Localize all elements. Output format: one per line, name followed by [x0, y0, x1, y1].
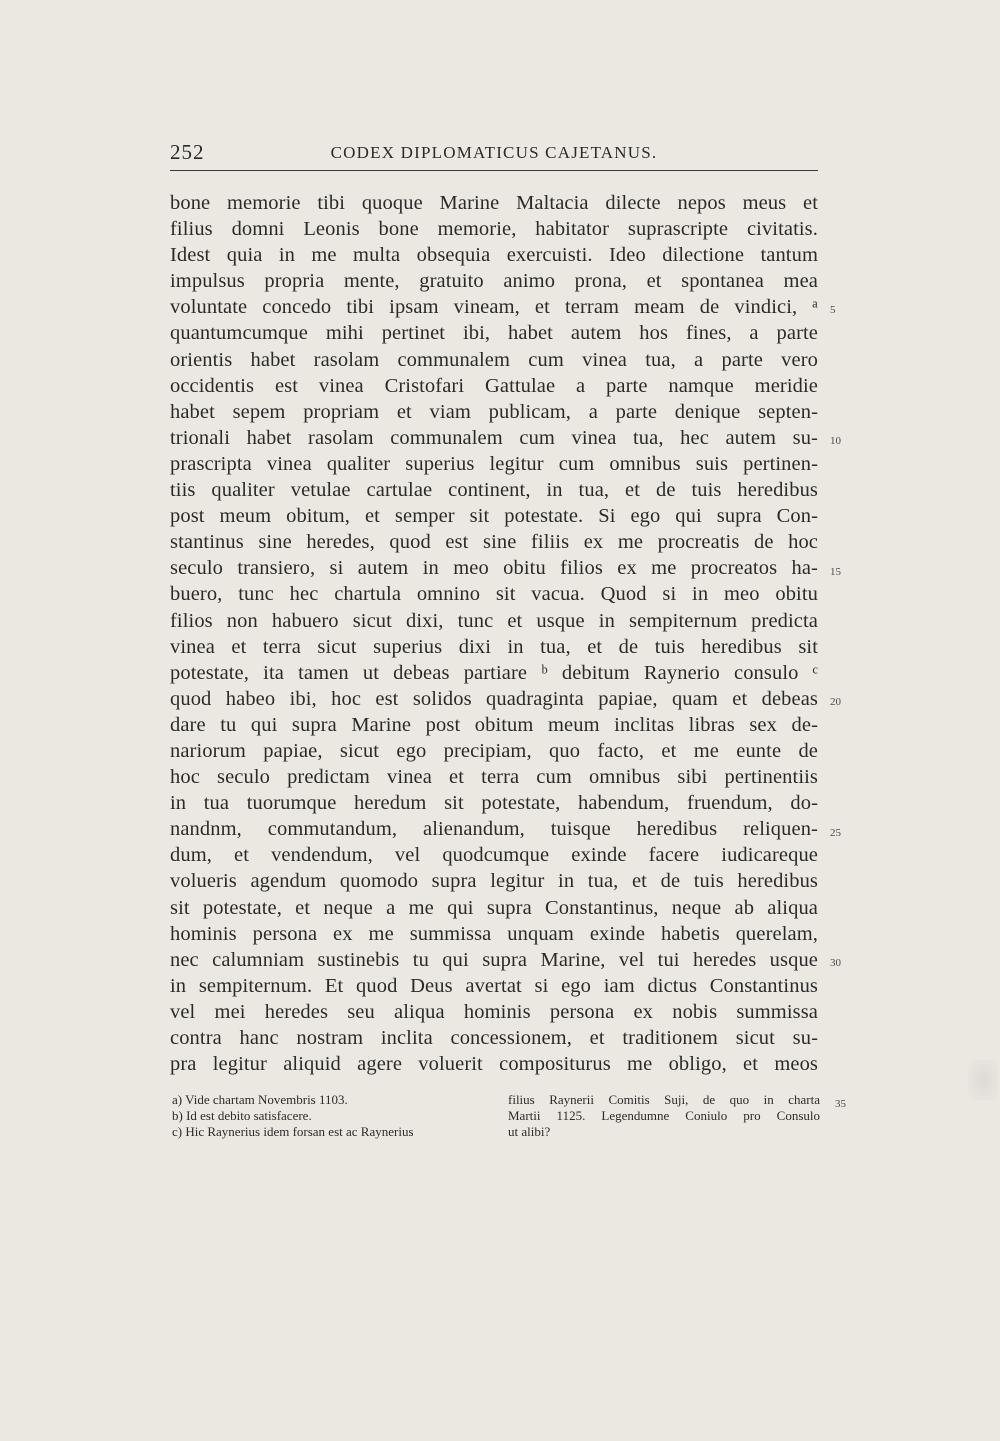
- footnotes-right-column: [508, 1092, 820, 1140]
- text-line: bone memorie tibi quoque Marine Maltacia dilecte nepos meus et: [170, 192, 818, 214]
- text-line: habet sepem propriam et viam publicam, a parte denique septen-: [170, 400, 818, 423]
- text-line: hominis persona ex me summissa unquam exinde habetis querelam,: [170, 922, 818, 945]
- text-line: volueris agendum quomodo supra legitur in tua, et de tuis heredibus: [170, 870, 818, 893]
- text-line: in sempiternum. Et quod Deus avertat si ego iam dictus Constantinus: [170, 974, 818, 997]
- text-line: quod habeo ibi, hoc est solidos quadraginta papiae, quam et debeas: [170, 687, 818, 710]
- footnote: b) Id est debito satisfacere.: [172, 1108, 312, 1123]
- text-line: pra legitur aliquid agere voluerit compositurus me obligo, et meos: [170, 1053, 818, 1076]
- text-line: dare tu qui supra Marine post obitum meum inclitas libras sex de-: [170, 713, 818, 736]
- text-line: sit potestate, et neque a me qui supra Constantinus, neque ab aliqua: [170, 896, 818, 919]
- text-line: post meum obitum, et semper sit potestate. Si ego qui supra Con-: [170, 505, 818, 528]
- text-line: buero, tunc hec chartula omnino sit vacua. Quod si in meo obitu: [170, 583, 818, 606]
- header-rule: [170, 170, 818, 171]
- text-line: nandnm, commutandum, alienandum, tuisque heredibus reliquen-: [170, 818, 818, 841]
- page-number: 252: [170, 140, 205, 164]
- running-title: CODEX DIPLOMATICUS CAJETANUS.: [330, 143, 658, 162]
- text-line: potestate, ita tamen ut debeas partiare ᵇ debitum Raynerio consulo ᶜ: [170, 661, 818, 684]
- text-line: stantinus sine heredes, quod est sine filiis ex me procreatis de hoc: [170, 531, 818, 554]
- text-line: impulsus propria mente, gratuito animo prona, et spontanea mea: [170, 270, 818, 293]
- text-line: filius domni Leonis bone memorie, habitator suprascripte civitatis.: [170, 218, 818, 241]
- line-number: 10: [830, 435, 841, 447]
- text-line: occidentis est vinea Cristofari Gattulae a parte namque meridie: [170, 374, 818, 397]
- footnotes-left-column: [172, 1092, 482, 1140]
- text-line: hoc seculo predictam vinea et terra cum omnibus sibi pertinentiis: [170, 766, 818, 789]
- footnote-continuation: ut alibi?: [508, 1124, 551, 1139]
- text-line: quantumcumque mihi pertinet ibi, habet autem hos fines, a parte: [170, 322, 818, 345]
- page-header: [170, 140, 818, 170]
- text-line: seculo transiero, si autem in meo obitu filios ex me procreatos ha-: [170, 557, 818, 580]
- text-line: tiis qualiter vetulae cartulae continent, in tua, et de tuis heredibus: [170, 479, 818, 502]
- text-line: contra hanc nostram inclita concessionem, et traditionem sicut su-: [170, 1027, 818, 1049]
- line-number: 15: [830, 566, 841, 578]
- text-line: nec calumniam sustinebis tu qui supra Marine, vel tui heredes usque: [170, 948, 818, 971]
- text-line: orientis habet rasolam communalem cum vinea tua, a parte vero: [170, 348, 818, 371]
- text-line: vel mei heredes seu aliqua hominis persona ex nobis summissa: [170, 1000, 818, 1023]
- text-line: Idest quia in me multa obsequia exercuisti. Ideo dilectione tantum: [170, 244, 818, 267]
- footnote-continuation: Martii 1125. Legendumne Coniulo pro Consulo: [508, 1108, 820, 1123]
- line-number: 20: [830, 696, 841, 708]
- paper-smudge: [968, 1060, 998, 1100]
- line-number: 5: [830, 304, 836, 316]
- footnote: c) Hic Raynerius idem forsan est ac Raynerius: [172, 1124, 414, 1139]
- text-line: nariorum papiae, sicut ego precipiam, quo facto, et me eunte de: [170, 739, 818, 762]
- text-line: in tua tuorumque heredum sit potestate, habendum, fruendum, do-: [170, 792, 818, 815]
- text-line: vinea et terra sicut superius dixi in tua, et de tuis heredibus sit: [170, 635, 818, 658]
- footnote-continuation: filius Raynerii Comitis Suji, de quo in charta: [508, 1092, 820, 1107]
- footnote: a) Vide chartam Novembris 1103.: [172, 1092, 348, 1107]
- text-line: voluntate concedo tibi ipsam vineam, et terram meam de vindici, ᵃ: [170, 296, 818, 319]
- body-text: [170, 190, 818, 1077]
- line-number: 25: [830, 827, 841, 839]
- text-line: prascripta vinea qualiter superius legitur cum omnibus suis pertinen-: [170, 452, 818, 475]
- text-line: filios non habuero sicut dixi, tunc et usque in sempiternum predicta: [170, 609, 818, 632]
- text-line: trionali habet rasolam communalem cum vinea tua, hec autem su-: [170, 426, 818, 449]
- text-line: dum, et vendendum, vel quodcumque exinde facere iudicareque: [170, 844, 818, 867]
- line-number: 30: [830, 957, 841, 969]
- line-number: 35: [835, 1098, 846, 1110]
